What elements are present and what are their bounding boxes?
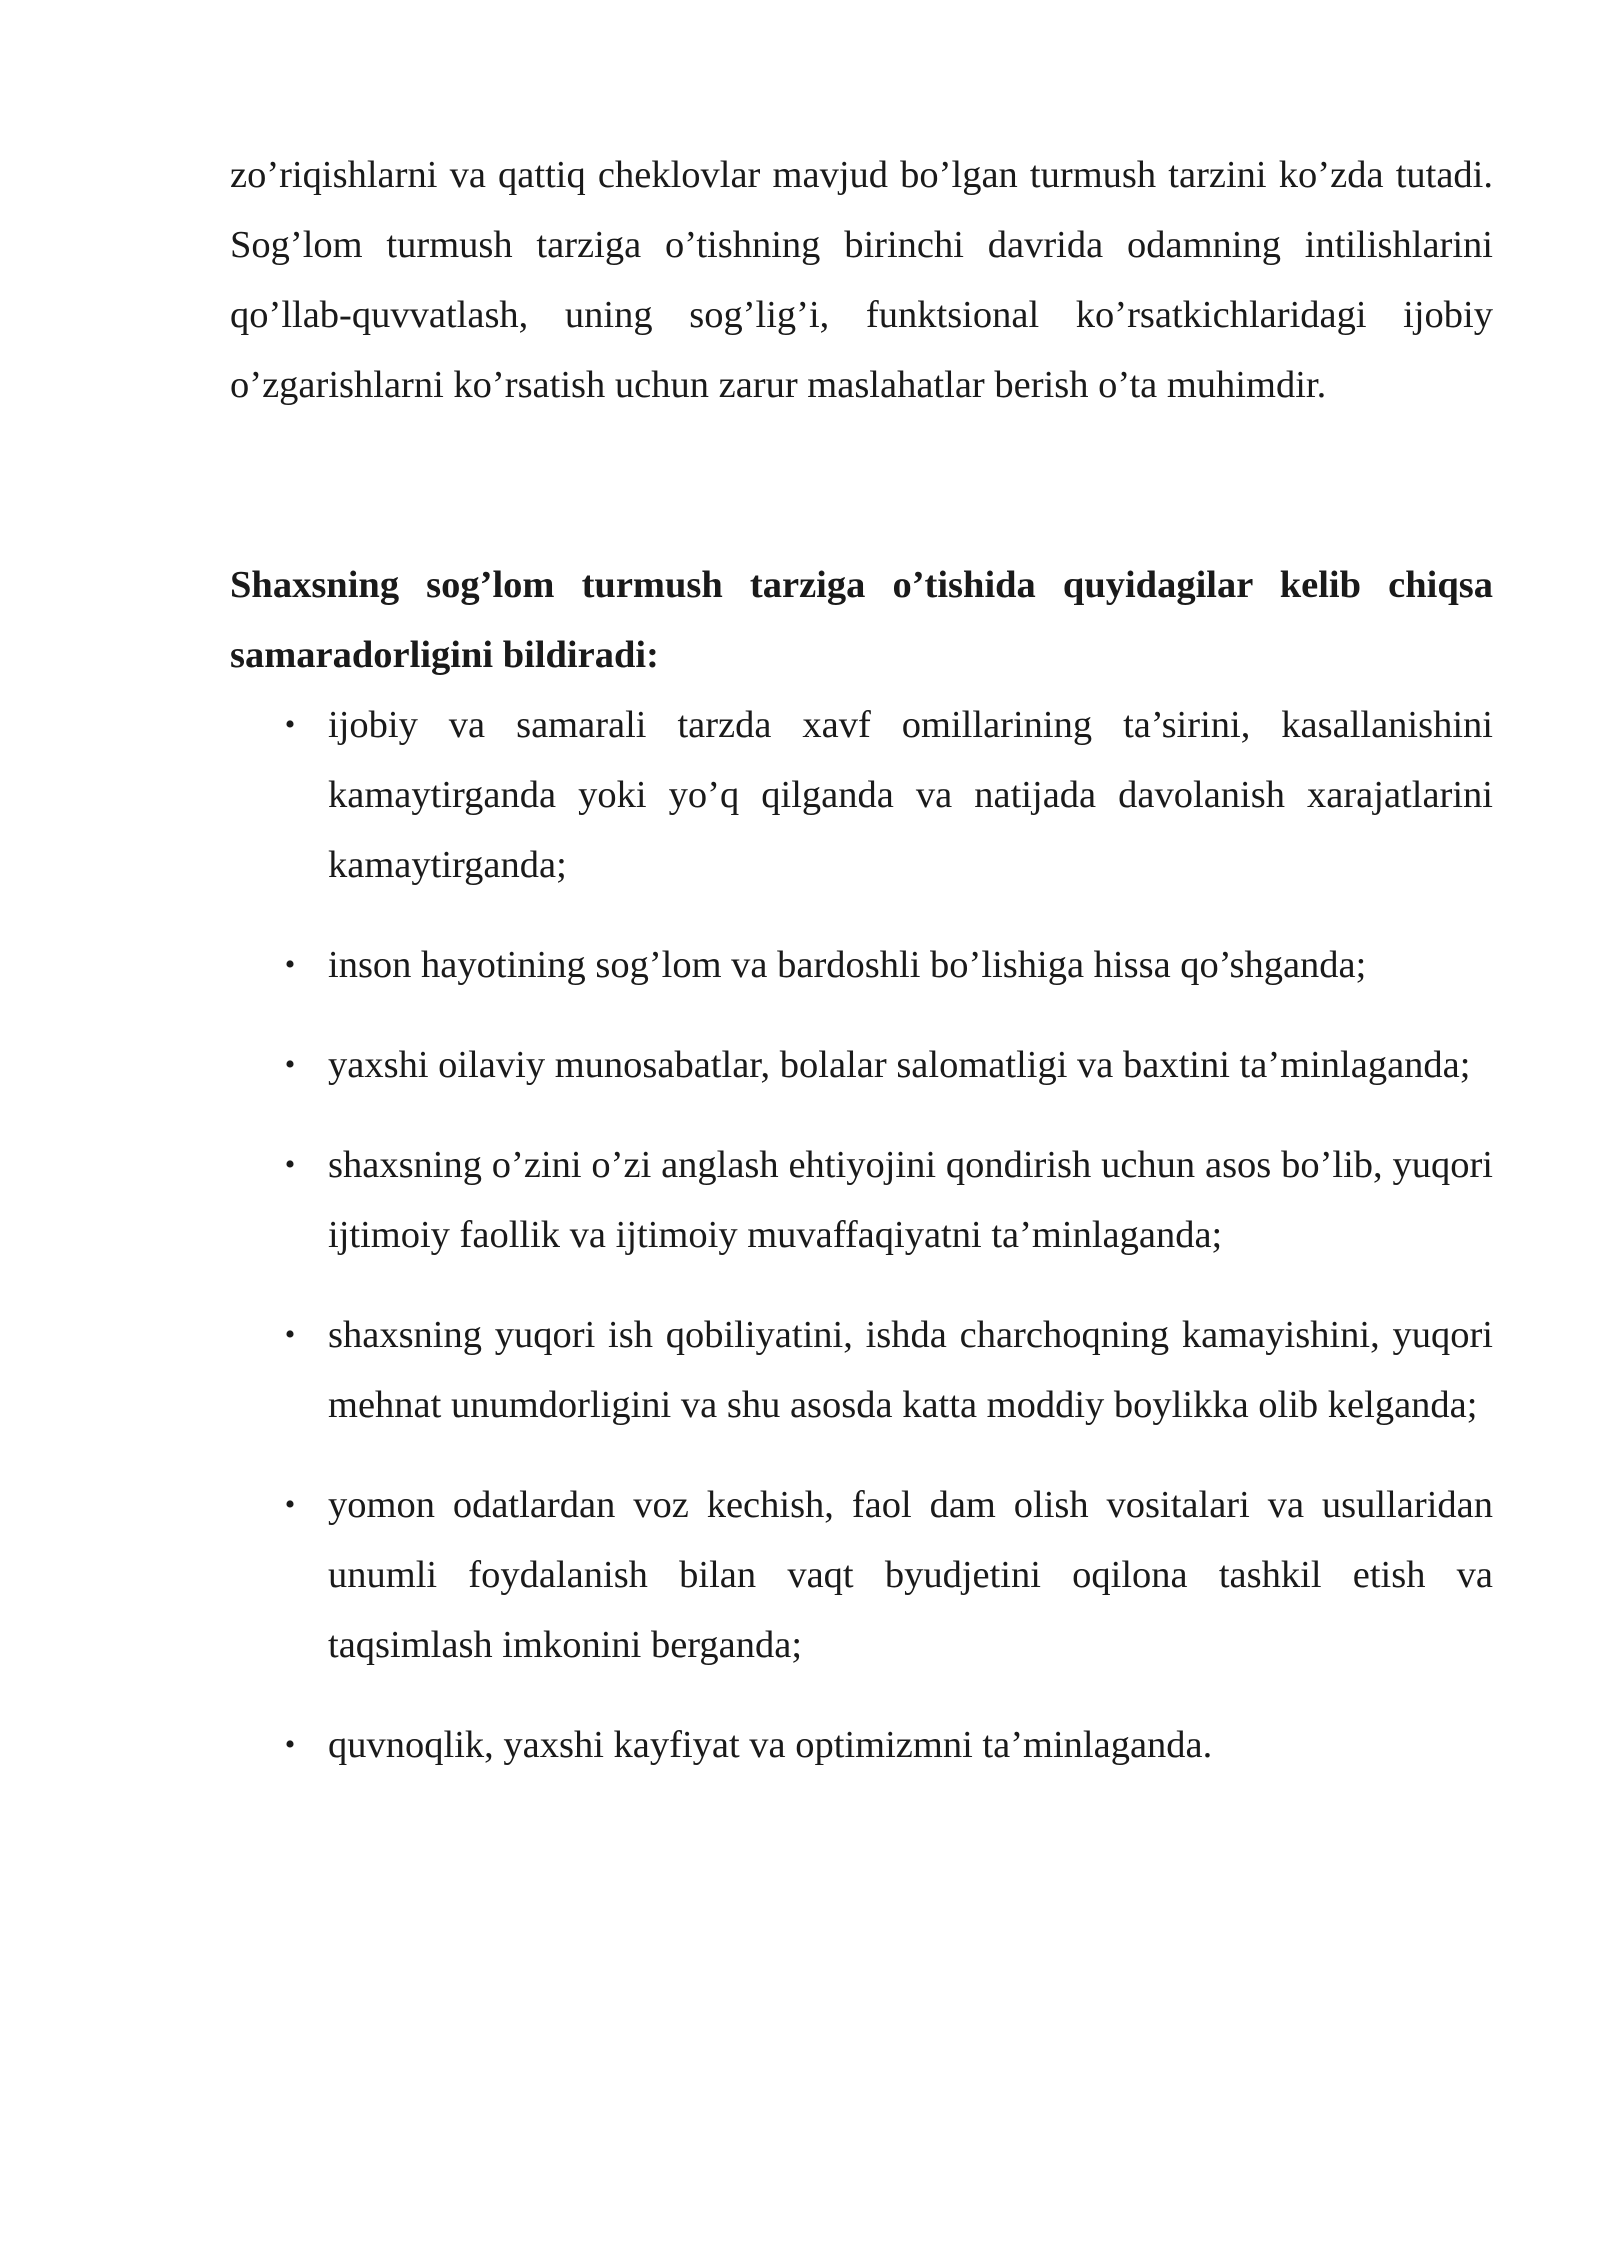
bullet-icon: • [284, 1728, 296, 1761]
document-page [230, 140, 1493, 1810]
bullet-icon: • [284, 948, 296, 981]
intro-paragraph: zo’riqishlarni va qattiq cheklovlar mavjud bo’lgan turmush tarzini ko’zda tutadi. Sog’lom turmush tarziga o’tishning birinchi davrida odamning intilishlarini qo’llab-quvvatlash, uning sog’lig’i, funktsional ko’rsatkichlaridagi ijobiy o’zgarishlarni ko’rsatish uchun zarur maslahatlar berish o’ta muhimdir. [230, 154, 1493, 406]
effectiveness-list [230, 690, 1493, 1780]
bullet-icon: • [284, 1048, 296, 1081]
bullet-icon: • [284, 708, 296, 741]
list-item [230, 930, 1493, 1000]
section-heading: Shaxsning sog’lom turmush tarziga o’tishida quyidagilar kelib chiqsa samaradorligini bildiradi: [230, 564, 1493, 676]
list-item-text: shaxsning o’zini o’zi anglash ehtiyojini qondirish uchun asos bo’lib, yuqori ijtimoiy faollik va ijtimoiy muvaffaqiyatni ta’minlaganda; [328, 1144, 1493, 1256]
list-item-text: shaxsning yuqori ish qobiliyatini, ishda charchoqning kamayishini, yuqori mehnat unumdorligini va shu asosda katta moddiy boylikka olib kelganda; [328, 1314, 1493, 1426]
list-item-text: ijobiy va samarali tarzda xavf omillarining ta’sirini, kasallanishini kamaytirganda yoki yo’q qilganda va natijada davolanish xarajatlarini kamaytirganda; [328, 704, 1493, 886]
list-item [230, 1300, 1493, 1440]
list-item-text: yomon odatlardan voz kechish, faol dam olish vositalari va usullaridan unumli foydalanish bilan vaqt byudjetini oqilona tashkil etish va taqsimlash imkonini berganda; [328, 1484, 1493, 1666]
list-item [230, 1130, 1493, 1270]
bullet-icon: • [284, 1318, 296, 1351]
bullet-icon: • [284, 1488, 296, 1521]
list-item-text: inson hayotining sog’lom va bardoshli bo’lishiga hissa qo’shganda; [328, 944, 1367, 986]
list-item [230, 1710, 1493, 1780]
list-item-text: yaxshi oilaviy munosabatlar, bolalar salomatligi va baxtini ta’minlaganda; [328, 1044, 1471, 1086]
list-item [230, 1030, 1493, 1100]
list-item [230, 1470, 1493, 1680]
list-item [230, 690, 1493, 900]
list-item-text: quvnoqlik, yaxshi kayfiyat va optimizmni ta’minlaganda. [328, 1724, 1213, 1766]
bullet-icon: • [284, 1148, 296, 1181]
